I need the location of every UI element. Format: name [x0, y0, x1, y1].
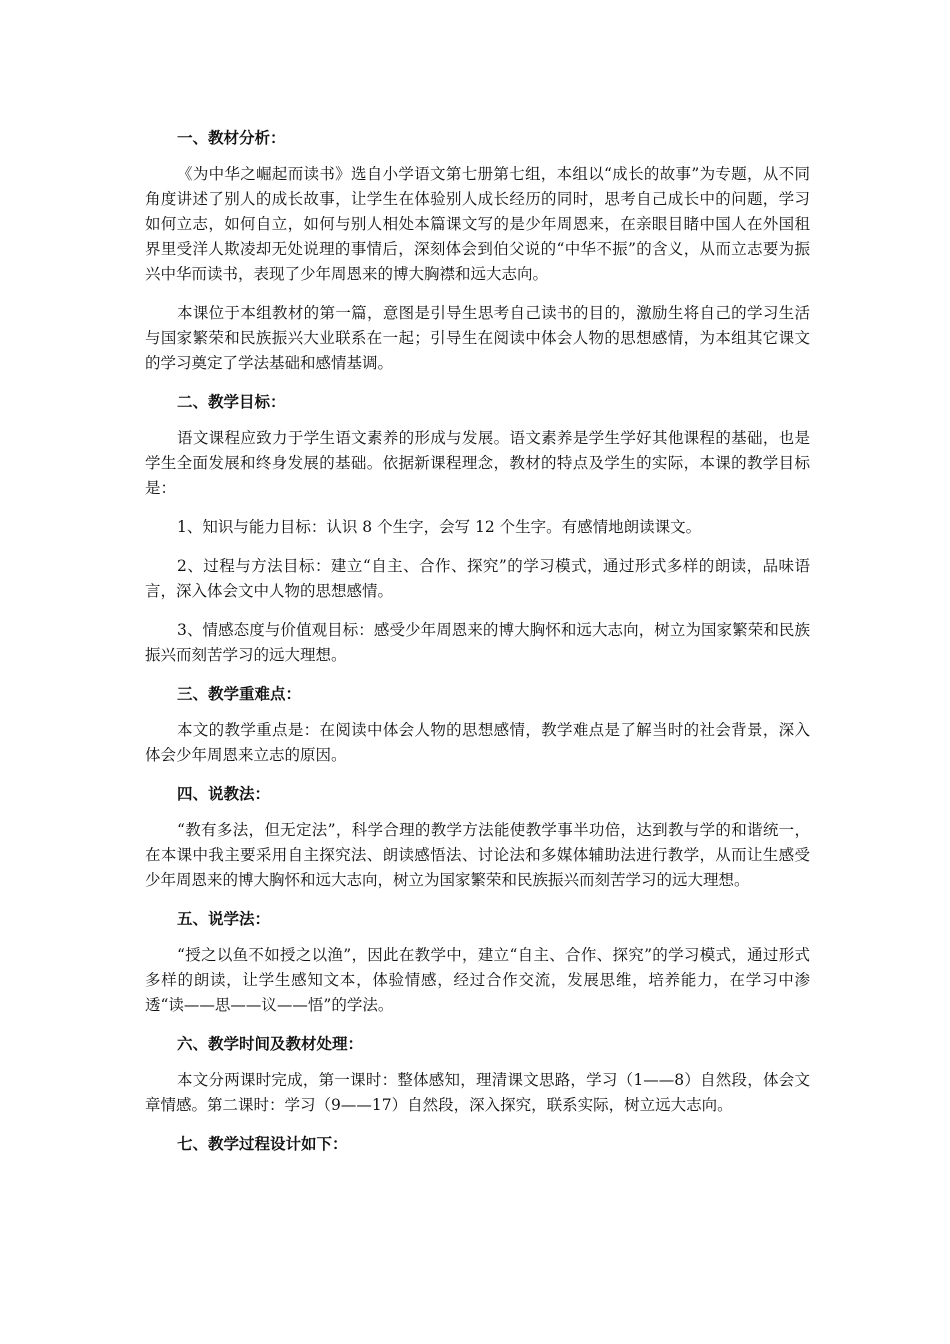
section-heading-textbook-analysis: 一、教材分析：	[177, 128, 286, 147]
section-heading-learning-method: 五、说学法：	[177, 909, 271, 928]
paragraph: 3、情感态度与价值观目标：感受少年周恩来的博大胸怀和远大志向，树立为国家繁荣和民族振兴而刻苦学习的远大理想。	[145, 621, 810, 664]
paragraph: 语文课程应致力于学生语文素养的形成与发展。语文素养是学生学好其他课程的基础，也是学生全面发展和终身发展的基础。依据新课程理念，教材的特点及学生的实际，本课的教学目标是：	[145, 429, 810, 497]
section-heading-key-points: 三、教学重难点：	[177, 684, 302, 703]
section-heading-time-arrangement: 六、教学时间及教材处理：	[177, 1034, 364, 1053]
section-heading-process-design: 七、教学过程设计如下：	[177, 1134, 348, 1153]
paragraph: 本文的教学重点是：在阅读中体会人物的思想感情，教学难点是了解当时的社会背景，深入体会少年周恩来立志的原因。	[145, 721, 810, 764]
paragraph: 《为中华之崛起而读书》选自小学语文第七册第七组，本组以“成长的故事”为专题，从不同角度讲述了别人的成长故事，让学生在体验别人成长经历的同时，思考自己成长中的问题，学习如何立志，如何自立，如何与别人相处本篇课文写的是少年周恩来，在亲眼目睹中国人在外国租界里受洋人欺凌却无处说理的事情后，深刻体会到伯父说的“中华不振”的含义，从而立志要为振兴中华而读书，表现了少年周恩来的博大胸襟和远大志向。	[145, 165, 810, 283]
paragraph: “教有多法，但无定法”，科学合理的教学方法能使教学事半功倍，达到教与学的和谐统一，在本课中我主要采用自主探究法、朗读感悟法、讨论法和多媒体辅助法进行教学，从而让生感受少年周恩来的博大胸怀和远大志向，树立为国家繁荣和民族振兴而刻苦学习的远大理想。	[145, 821, 810, 889]
document-body	[145, 126, 810, 1168]
paragraph: 2、过程与方法目标：建立“自主、合作、探究”的学习模式，通过形式多样的朗读，品味语言，深入体会文中人物的思想感情。	[145, 557, 810, 600]
section-heading-teaching-goals: 二、教学目标：	[177, 392, 286, 411]
paragraph: 1、知识与能力目标：认识 8 个生字，会写 12 个生字。有感情地朗读课文。	[177, 518, 702, 536]
paragraph: 本文分两课时完成，第一课时：整体感知，理清课文思路，学习（1——8）自然段，体会文章情感。第二课时：学习（9——17）自然段，深入探究，联系实际，树立远大志向。	[145, 1071, 810, 1114]
section-heading-teaching-method: 四、说教法：	[177, 784, 271, 803]
paragraph: 本课位于本组教材的第一篇，意图是引导生思考自己读书的目的，激励生将自己的学习生活与国家繁荣和民族振兴大业联系在一起；引导生在阅读中体会人物的思想感情，为本组其它课文的学习奠定了学法基础和感情基调。	[145, 304, 810, 372]
paragraph: “授之以鱼不如授之以渔”，因此在教学中，建立“自主、合作、探究”的学习模式，通过形式多样的朗读，让学生感知文本，体验情感，经过合作交流，发展思维，培养能力，在学习中渗透“读——思——议——悟”的学法。	[145, 946, 810, 1014]
